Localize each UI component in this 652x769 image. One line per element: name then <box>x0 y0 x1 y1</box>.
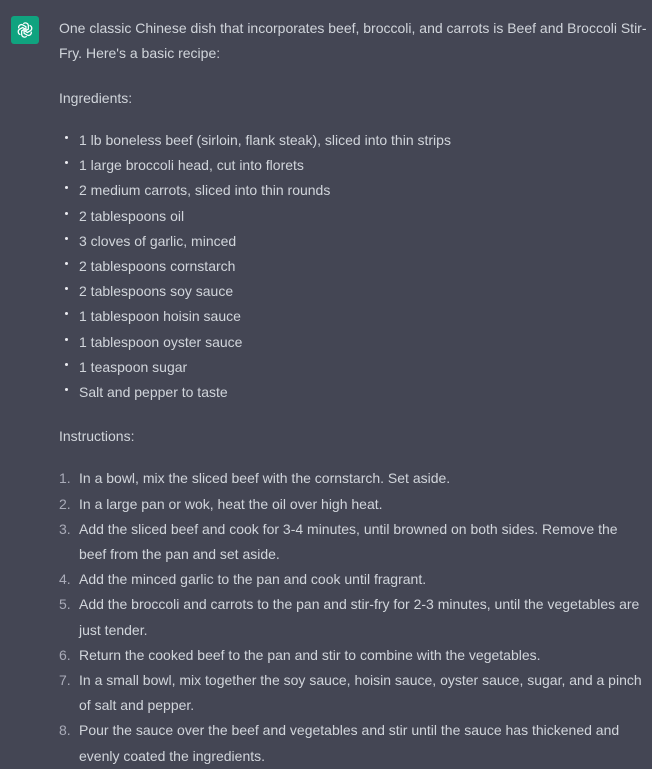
step-text: Pour the sauce over the beef and vegetables and stir until the sauce has thickened and evenly coated the ingredients. <box>79 722 620 764</box>
instruction-step <box>59 643 647 668</box>
bullet-icon <box>65 338 68 341</box>
step-text: In a large pan or wok, heat the oil over high heat. <box>79 495 383 512</box>
bullet-icon <box>65 186 68 189</box>
instruction-step <box>59 668 647 718</box>
step-number: 3. <box>59 520 71 537</box>
step-number: 6. <box>59 646 71 663</box>
bullet-icon <box>65 312 68 315</box>
ingredient-item <box>59 254 647 279</box>
step-number: 1. <box>59 470 71 487</box>
ingredient-item <box>59 204 647 229</box>
step-text: Add the minced garlic to the pan and cook until fragrant. <box>79 571 427 588</box>
instruction-step <box>59 466 647 491</box>
instructions-list <box>59 466 647 768</box>
instruction-step <box>59 592 647 642</box>
bullet-icon <box>65 136 68 139</box>
ingredient-text: 2 tablespoons soy sauce <box>79 283 234 300</box>
intro-paragraph: One classic Chinese dish that incorporates beef, broccoli, and carrots is Beef and Broccoli Stir-Fry. Here's a basic recipe: <box>59 20 647 62</box>
ingredient-text: 2 tablespoons cornstarch <box>79 257 236 274</box>
ingredient-text: 1 large broccoli head, cut into florets <box>79 157 304 174</box>
step-text: Add the sliced beef and cook for 3-4 minutes, until browned on both sides. Remove the beef from the pan and set aside. <box>79 520 618 563</box>
ingredient-item <box>59 355 647 380</box>
openai-logo-icon <box>15 20 35 40</box>
step-number: 7. <box>59 672 71 689</box>
instruction-step <box>59 567 647 592</box>
ingredient-item <box>59 380 647 405</box>
ingredient-text: 2 medium carrots, sliced into thin rounds <box>79 182 331 199</box>
bullet-icon <box>65 262 68 265</box>
ingredient-item <box>59 178 647 203</box>
step-text: In a bowl, mix the sliced beef with the cornstarch. Set aside. <box>79 470 451 487</box>
ingredient-item <box>59 153 647 178</box>
step-text: In a small bowl, mix together the soy sauce, hoisin sauce, oyster sauce, sugar, and a pinch of salt and pepper. <box>79 672 642 714</box>
ingredient-item <box>59 304 647 329</box>
ingredients-list <box>59 128 647 405</box>
ingredient-item <box>59 279 647 304</box>
step-text: Return the cooked beef to the pan and stir to combine with the vegetables. <box>79 646 541 663</box>
bullet-icon <box>65 363 68 366</box>
bullet-icon <box>65 161 68 164</box>
bullet-icon <box>65 287 68 290</box>
step-text: Add the broccoli and carrots to the pan and stir-fry for 2-3 minutes, until the vegetables are just tender. <box>79 596 640 638</box>
bullet-icon <box>65 212 68 215</box>
step-number: 5. <box>59 596 71 613</box>
ingredients-heading: Ingredients: <box>59 89 133 106</box>
assistant-message <box>59 16 647 769</box>
instructions-heading: Instructions: <box>59 428 135 445</box>
step-number: 4. <box>59 571 71 588</box>
bullet-icon <box>65 237 68 240</box>
ingredient-text: 1 tablespoon hoisin sauce <box>79 308 241 325</box>
ingredient-item <box>59 128 647 153</box>
instruction-step <box>59 492 647 517</box>
bullet-icon <box>65 388 68 391</box>
ingredient-item <box>59 229 647 254</box>
instruction-step <box>59 517 647 567</box>
ingredient-text: 2 tablespoons oil <box>79 207 185 224</box>
ingredient-item <box>59 330 647 355</box>
step-number: 2. <box>59 495 71 512</box>
ingredient-text: 1 teaspoon sugar <box>79 358 188 375</box>
step-number: 8. <box>59 722 71 739</box>
assistant-avatar <box>11 16 39 44</box>
ingredient-text: 1 tablespoon oyster sauce <box>79 333 243 350</box>
ingredient-text: 3 cloves of garlic, minced <box>79 232 237 249</box>
instruction-step <box>59 718 647 768</box>
ingredient-text: Salt and pepper to taste <box>79 383 228 400</box>
ingredient-text: 1 lb boneless beef (sirloin, flank steak), sliced into thin strips <box>79 131 451 148</box>
